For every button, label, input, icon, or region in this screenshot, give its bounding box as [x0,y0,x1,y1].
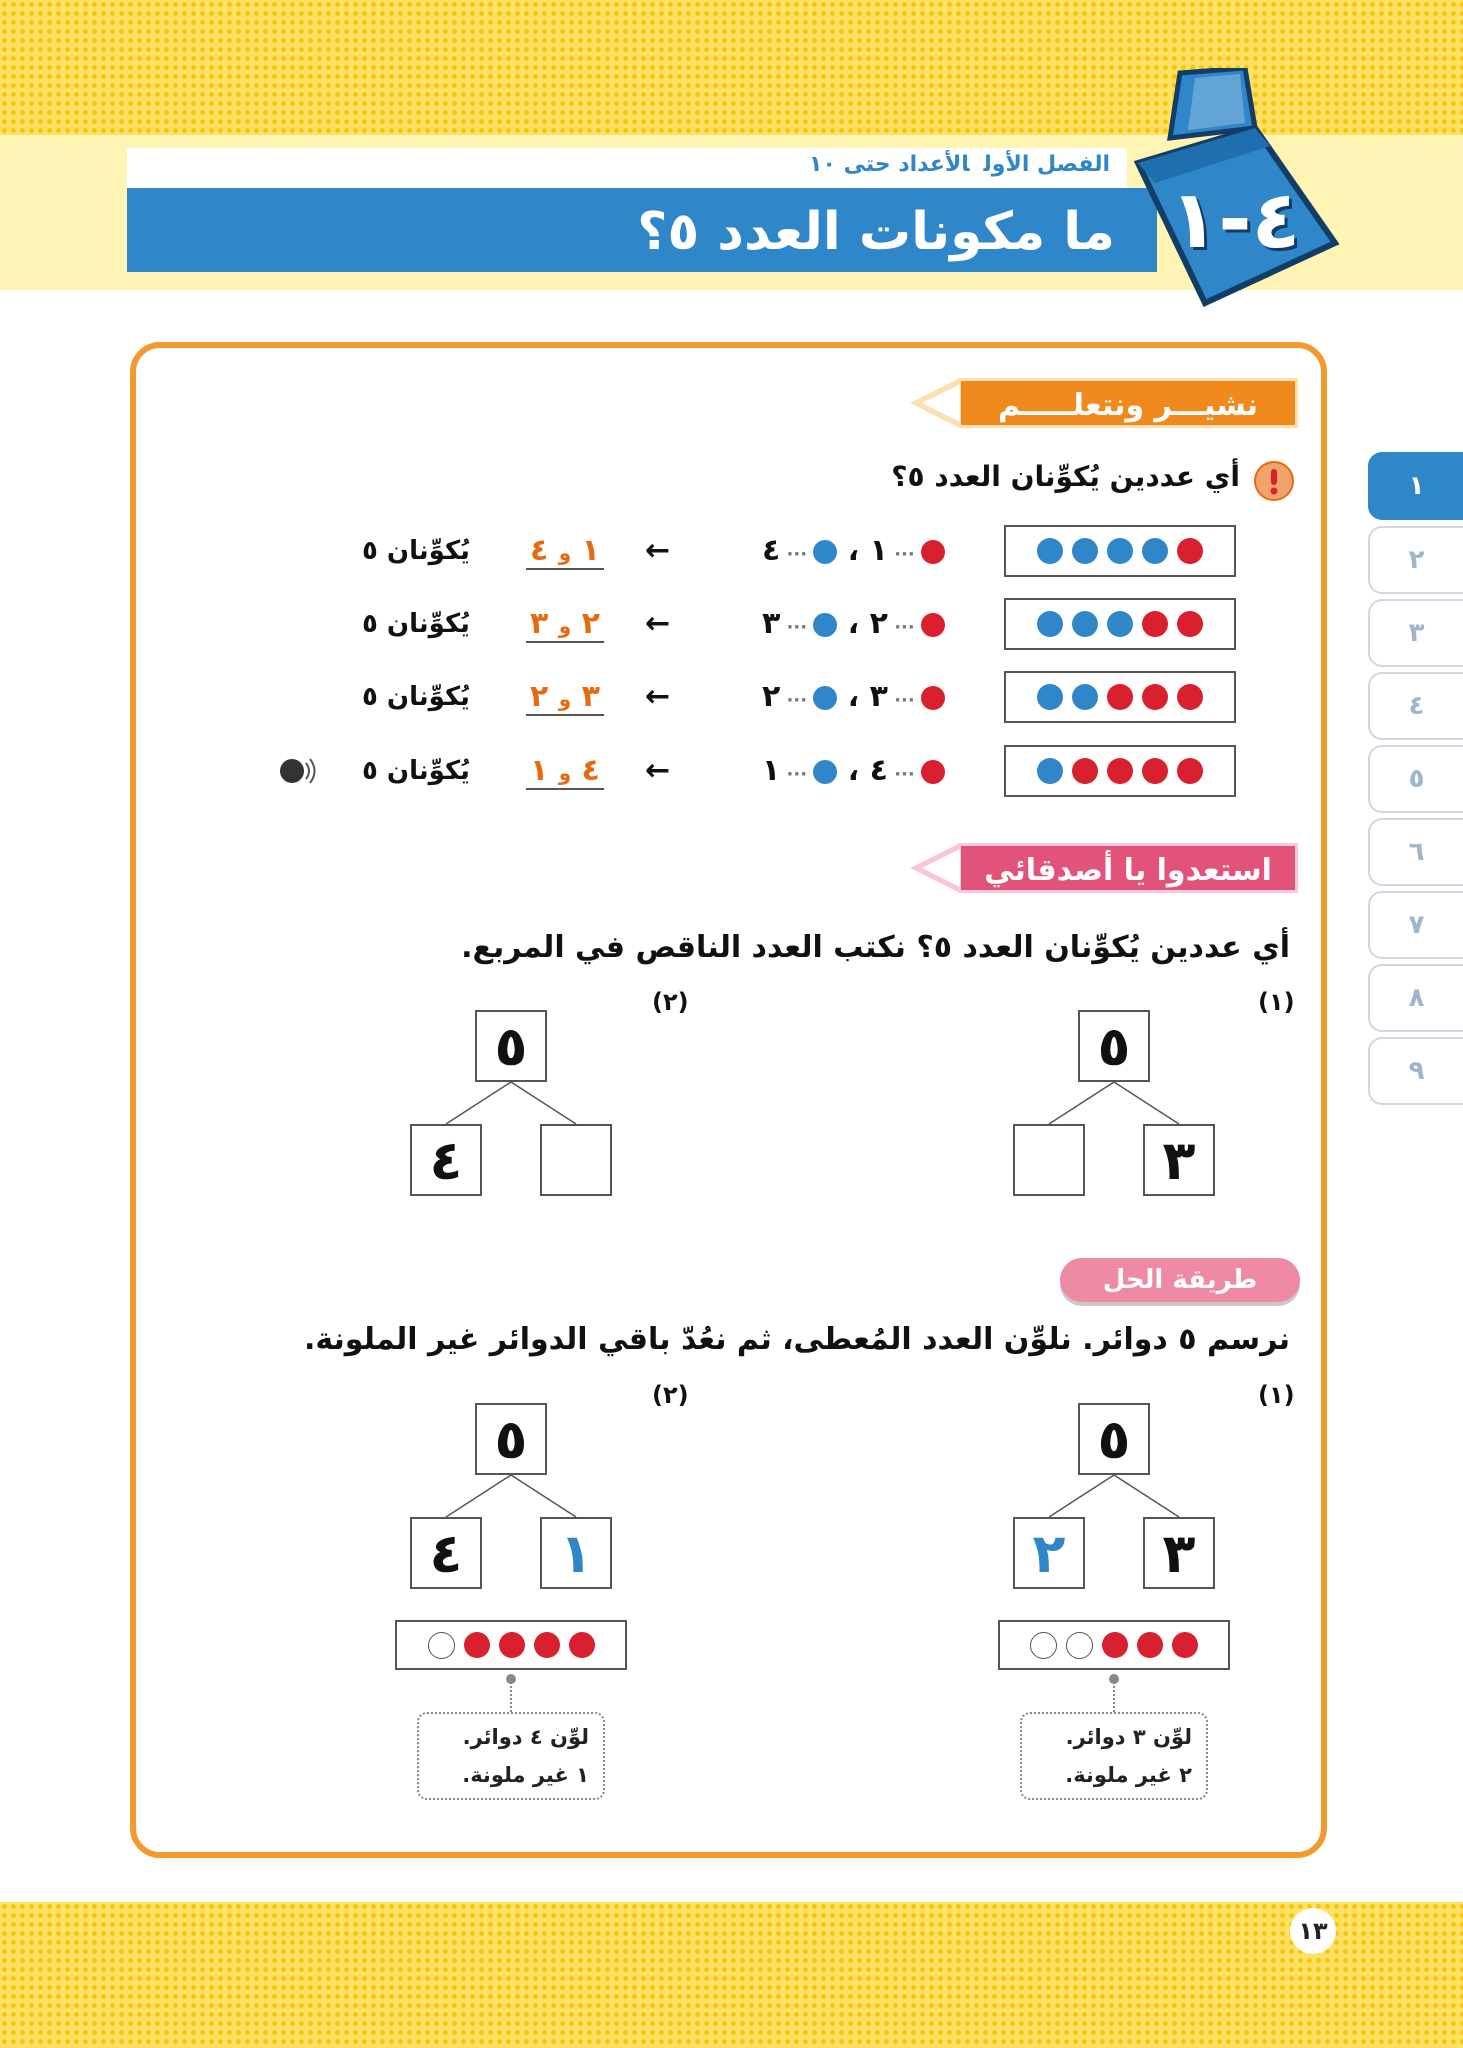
bottom-decorative-band [0,1902,1463,2048]
counter-breakdown [695,671,945,723]
red-circle [1137,1632,1163,1658]
blue-counter [1037,758,1063,784]
side-tab-8[interactable]: ٨ [1368,964,1463,1032]
number-pair [515,525,615,577]
audio-icon[interactable] [278,753,320,789]
dots-separator: ··· [887,764,921,785]
red-circle [499,1632,525,1658]
blue-dot-icon [813,760,837,784]
pair-second: ٤ [530,533,549,568]
pair-connector: و [558,614,572,638]
red-circle [464,1632,490,1658]
comma: ، [847,679,860,714]
bond-part-box-right: ١ [540,1517,612,1589]
side-tab-7[interactable]: ٧ [1368,891,1463,959]
dots-separator: ··· [887,544,921,565]
side-tab-4[interactable]: ٤ [1368,672,1463,740]
blue-counter [1037,538,1063,564]
counter-box [1004,598,1236,650]
counter-box [1004,525,1236,577]
counter-box [1004,671,1236,723]
note-line-2: ٢ غير ملونة. [1065,1763,1192,1787]
dots-separator: ··· [780,617,814,638]
red-counter [1142,758,1168,784]
chapter-label: الفصل الأول [983,152,1110,177]
row-result: يُكوِّنان ٥ [362,756,470,786]
red-circle [1172,1632,1198,1658]
red-dot-icon [921,760,945,784]
pair-underline [526,753,604,790]
dots-separator: ··· [887,690,921,711]
bond-part-box-left: ٢ [1013,1517,1085,1589]
red-counter [1177,611,1203,637]
dots-separator: ··· [887,617,921,638]
problem-number: (١) [1258,988,1295,1016]
lesson-number: ٤-١ [1169,173,1301,266]
pair-second: ١ [530,753,549,788]
red-counter [1177,538,1203,564]
red-count: ٤ [869,753,888,788]
red-counter [1177,684,1203,710]
ready-question: أي عددين يُكوِّنان العدد ٥؟ نكتب العدد الناقص في المربع. [461,930,1290,965]
side-tab-1[interactable]: ١ [1368,452,1463,520]
counter-breakdown [695,598,945,650]
side-tab-5[interactable]: ٥ [1368,745,1463,813]
blue-count: ٢ [761,679,781,714]
blue-counter [1037,611,1063,637]
number-pair [515,745,615,797]
red-counter [1107,758,1133,784]
red-counter [1107,684,1133,710]
comma: ، [847,606,860,641]
red-counter [1142,684,1168,710]
number-pair [515,671,615,723]
blue-counter [1107,538,1133,564]
blue-count: ٣ [761,606,781,641]
red-counter [1072,758,1098,784]
ready-section-label: استعدوا يا أصدقائي [958,843,1298,893]
bond-part-box-right: ٣ [1143,1517,1215,1589]
bond-whole-box: ٥ [1078,1403,1150,1475]
pencil-tip-icon [910,378,962,428]
pair-connector: و [558,761,572,785]
blue-count: ٤ [761,533,781,568]
blue-counter [1072,684,1098,710]
red-dot-icon [921,613,945,637]
empty-circle [1066,1632,1093,1659]
blue-counter [1107,611,1133,637]
arrow-icon: ← [645,533,671,568]
chapter-line [700,152,1110,186]
counter-breakdown [695,525,945,577]
exclamation-icon [1253,460,1295,502]
red-counter [1177,758,1203,784]
bond-part-box-right: ٣ [1143,1124,1215,1196]
pair-connector: و [558,541,572,565]
pair-connector: و [558,687,572,711]
pair-underline [526,533,604,570]
bond-part-box-left[interactable] [1013,1124,1085,1196]
problem-number: (١) [1258,1381,1295,1409]
empty-circle [428,1632,455,1659]
row-result: يُكوِّنان ٥ [362,536,470,566]
comma: ، [847,533,860,568]
row-result: يُكوِّنان ٥ [362,682,470,712]
pair-first: ٢ [581,606,600,641]
coloring-box [395,1620,627,1670]
red-count: ٢ [869,606,888,641]
bond-whole-box: ٥ [475,1403,547,1475]
pair-underline [526,606,604,643]
pair-second: ٢ [530,679,549,714]
blue-counter [1142,538,1168,564]
page-number: ١٣ [1290,1908,1336,1954]
bond-whole-box: ٥ [1078,1010,1150,1082]
number-pair [515,598,615,650]
blue-dot-icon [813,540,837,564]
instruction-note [1020,1712,1208,1800]
red-circle [569,1632,595,1658]
blue-counter [1072,611,1098,637]
learn-question: أي عددين يُكوِّنان العدد ٥؟ [891,460,1240,493]
red-dot-icon [921,686,945,710]
red-dot-icon [921,540,945,564]
lesson-title: ما مكونات العدد ٥؟ [637,202,1115,262]
side-tab-9[interactable]: ٩ [1368,1037,1463,1105]
empty-circle [1030,1632,1057,1659]
counter-breakdown [695,745,945,797]
bond-part-box-left: ٤ [410,1124,482,1196]
blue-counter [1037,684,1063,710]
counter-box [1004,745,1236,797]
side-tab-6[interactable]: ٦ [1368,818,1463,886]
solution-text: نرسم ٥ دوائر. نلوِّن العدد المُعطى، ثم نعُدّ باقي الدوائر غير الملونة. [303,1322,1290,1357]
dots-separator: ··· [780,764,814,785]
problem-number: (٢) [652,1381,689,1409]
blue-count: ١ [761,753,781,788]
arrow-icon: ← [645,753,671,788]
red-counter [1142,611,1168,637]
red-circle [1102,1632,1128,1658]
bond-part-box-right[interactable] [540,1124,612,1196]
note-line-1: لوِّن ٣ دوائر. [1065,1725,1192,1749]
pair-first: ٣ [581,679,600,714]
arrow-icon: ← [645,606,671,641]
side-tab-3[interactable]: ٣ [1368,599,1463,667]
note-pointer-dot [1109,1674,1119,1684]
instruction-note [417,1712,605,1800]
dots-separator: ··· [780,690,814,711]
dots-separator: ··· [780,544,814,565]
chapter-topic: الأعداد حتى ١٠ [809,152,970,177]
red-count: ٣ [869,679,888,714]
note-line-1: لوِّن ٤ دوائر. [462,1725,589,1749]
bond-part-box-left: ٤ [410,1517,482,1589]
blue-counter [1072,538,1098,564]
pair-second: ٣ [530,606,549,641]
note-line-2: ١ غير ملونة. [462,1763,589,1787]
red-circle [534,1632,560,1658]
arrow-icon: ← [645,679,671,714]
pencil-tip-icon [910,843,962,893]
row-result: يُكوِّنان ٥ [362,609,470,639]
red-count: ١ [869,533,888,568]
pair-first: ٤ [581,753,600,788]
coloring-box [998,1620,1230,1670]
pair-first: ١ [581,533,600,568]
blue-dot-icon [813,686,837,710]
side-tab-2[interactable]: ٢ [1368,526,1463,594]
learn-section-label: نشيـــر ونتعلـــــم [958,378,1298,428]
pair-underline [526,679,604,716]
note-pointer-dot [506,1674,516,1684]
problem-number: (٢) [652,988,689,1016]
comma: ، [847,753,860,788]
bond-whole-box: ٥ [475,1010,547,1082]
blue-dot-icon [813,613,837,637]
solution-section-label: طريقة الحل [1060,1258,1300,1302]
